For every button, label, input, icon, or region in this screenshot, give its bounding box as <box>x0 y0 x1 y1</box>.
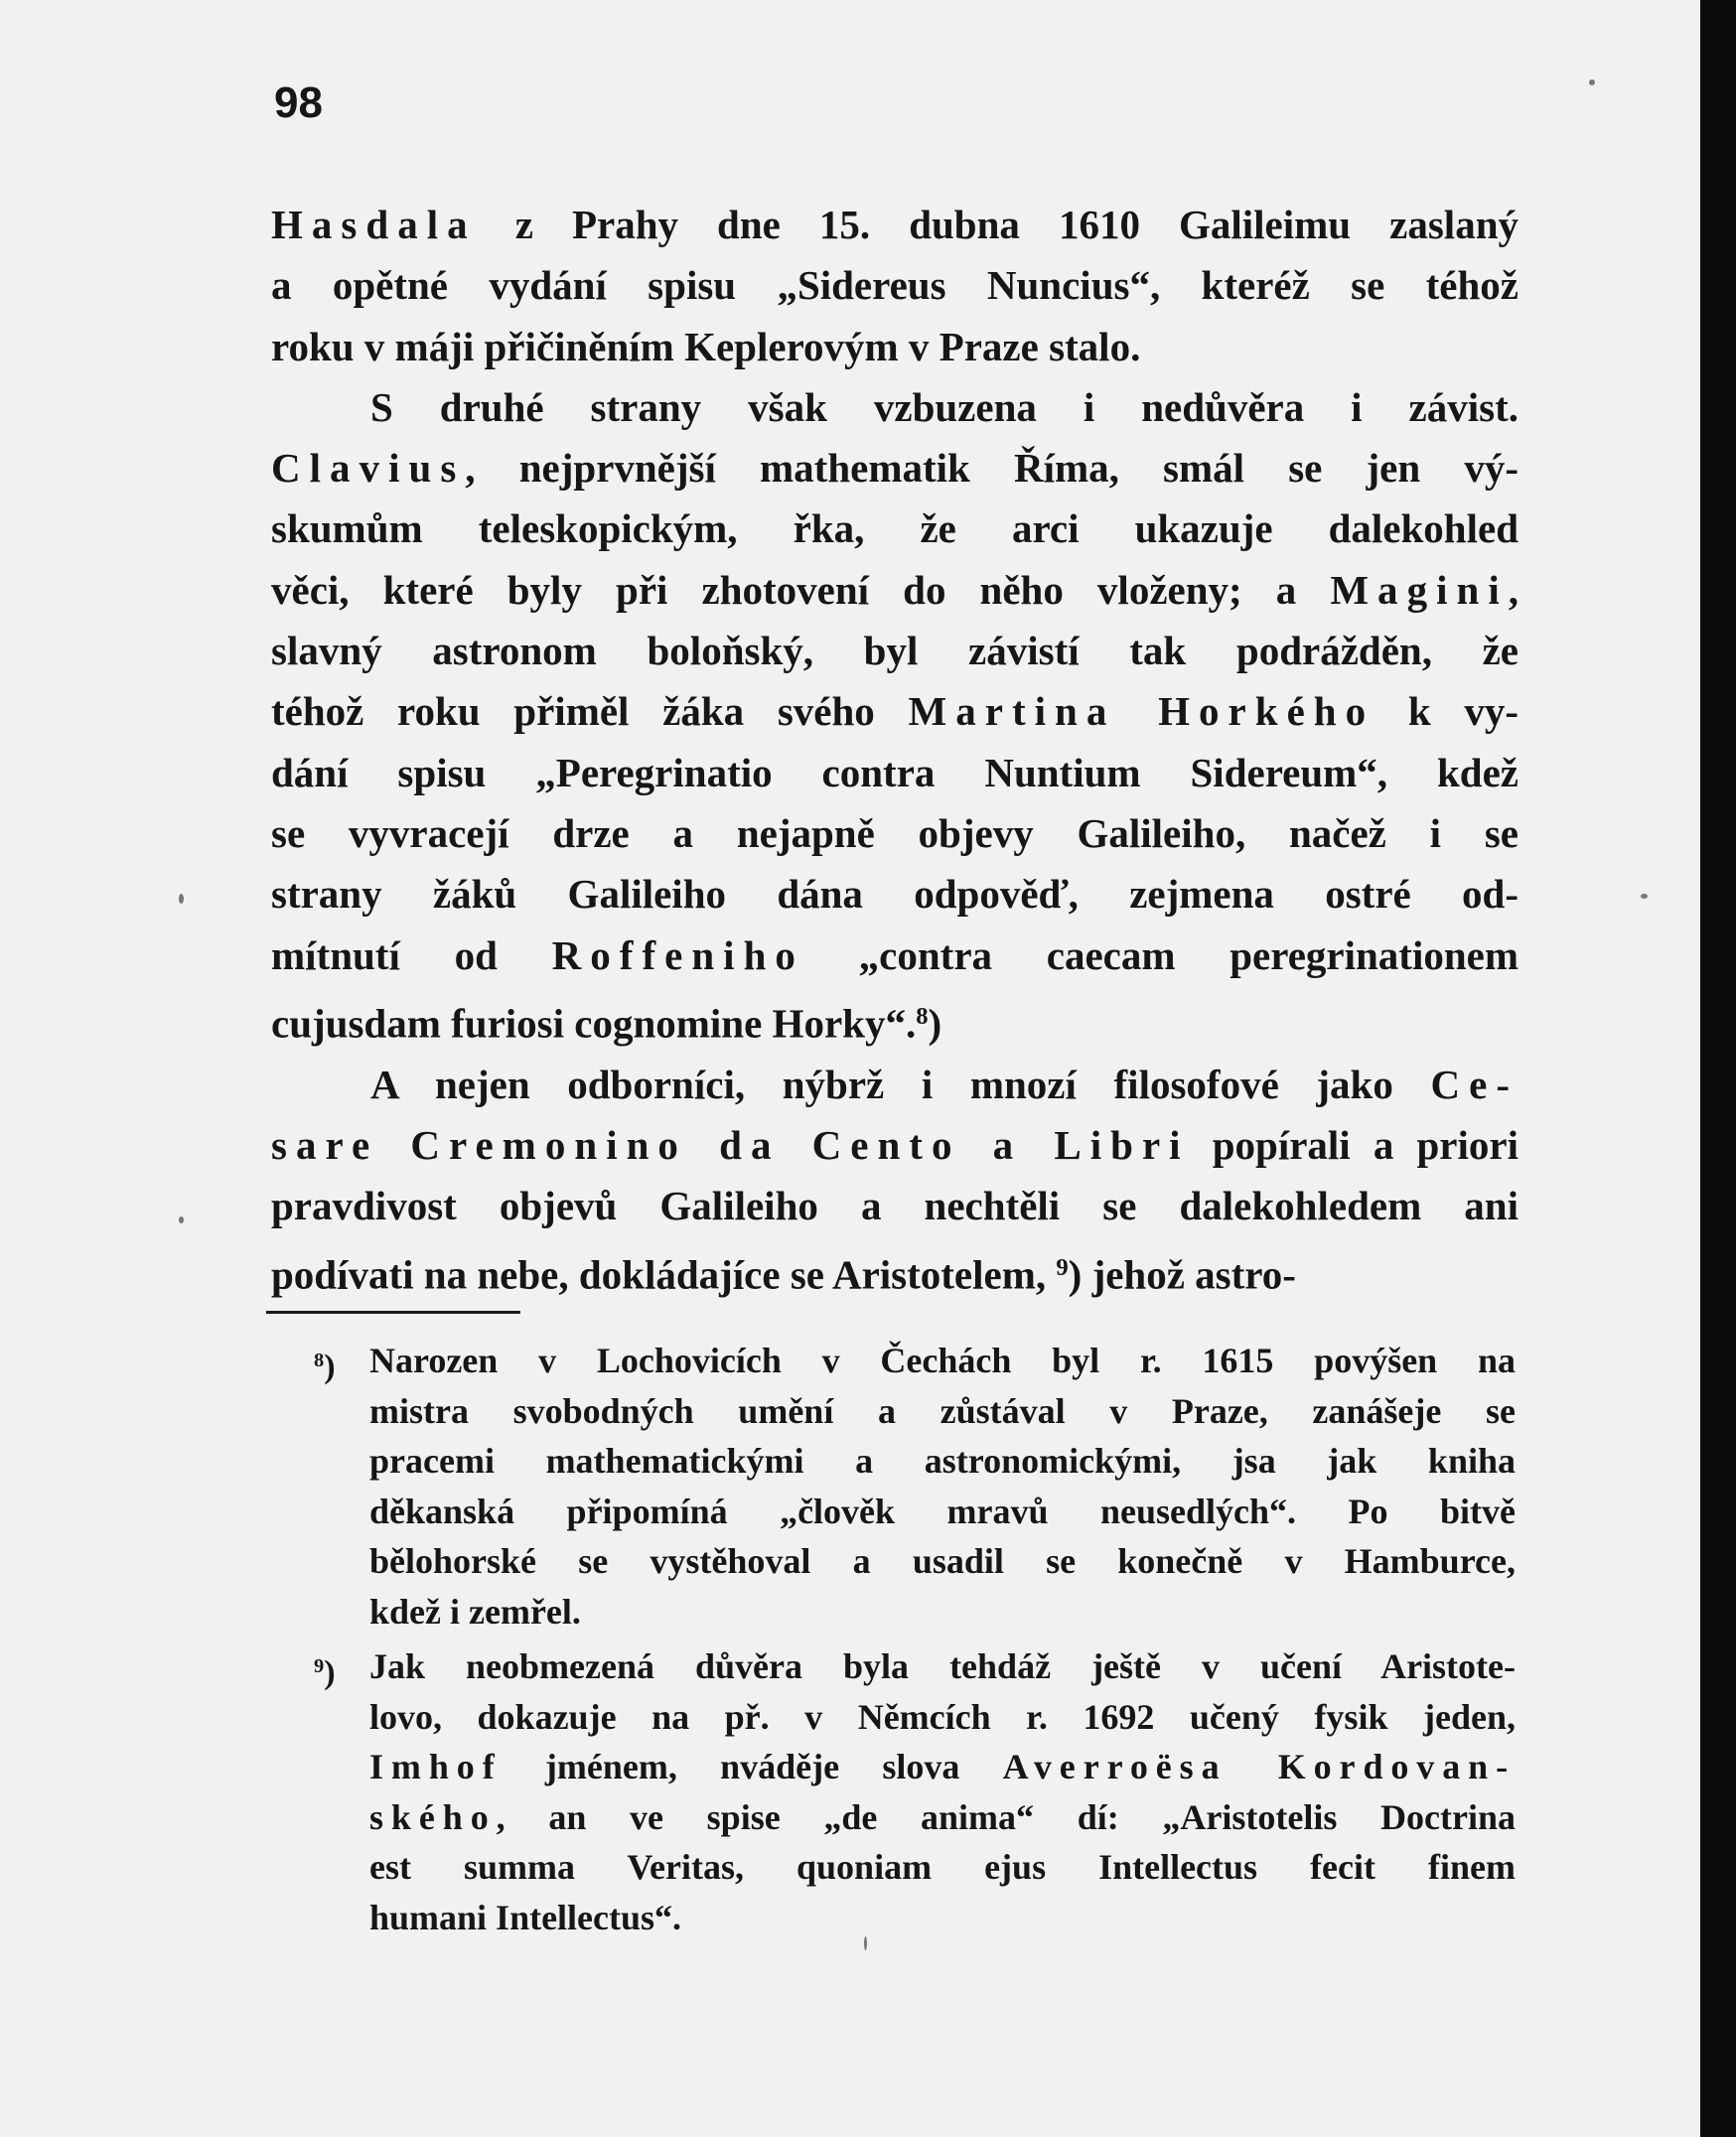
text-run: k vy- <box>1374 688 1519 735</box>
text-line <box>271 1237 1519 1306</box>
page-edge-shadow <box>1700 0 1736 2137</box>
text-run: roku v máji přičiněním Keplerovým v Praze stalo. <box>271 323 1141 369</box>
paragraph <box>271 377 1519 1055</box>
paragraph <box>271 195 1519 377</box>
paper-speck <box>1589 79 1595 85</box>
paper-speck <box>864 1936 867 1950</box>
text-run: , nejprvnější mathematik Říma, smál se jen vý- <box>465 445 1519 492</box>
footnote-number: 9 <box>314 1655 325 1677</box>
text-run: se vyvracejí drze a nejapně objevy Galileiho, načež i se <box>271 809 1519 856</box>
text-run: cujusdam furiosi cognomine Horky“. <box>271 1000 917 1047</box>
text-run: strany žáků Galileiho dána odpověď, zejmena ostré od- <box>271 871 1519 918</box>
text-run: bělohorské se vystěhoval a usadil se konečně v Hamburce, <box>369 1541 1516 1581</box>
main-text <box>271 195 1519 1305</box>
text-line <box>271 926 1519 986</box>
text-run: mítnutí od <box>271 931 552 978</box>
text-run: lovo, dokazuje na př. v Němcích r. 1692 učený fysik jeden, <box>369 1696 1516 1737</box>
footnote-reference: 9 <box>1056 1253 1069 1281</box>
text-run: A nejen odborníci, nýbrž i mnozí filosofové jako <box>370 1061 1431 1107</box>
footnote-marker: $^9$) <box>314 1654 336 1692</box>
spaced-name: Martina Horkého <box>908 688 1375 735</box>
text-run: ) jehož astro- <box>1068 1251 1296 1298</box>
text-line <box>271 255 1519 316</box>
text-line <box>271 803 1519 864</box>
text-run: skumům teleskopickým, řka, že arci ukazuje dalekohled <box>271 505 1519 552</box>
spaced-name: Roffeniho <box>551 931 804 978</box>
text-run: pracemi mathematickými a astronomickými, jsa jak kniha <box>369 1441 1516 1481</box>
footnote-number: 8 <box>314 1350 325 1371</box>
text-run: a opětné vydání spisu „Sidereus Nuncius“, kteréž se téhož <box>271 262 1519 309</box>
paper-speck <box>179 1216 184 1223</box>
footnote-line <box>369 1742 1516 1792</box>
text-line <box>271 438 1519 499</box>
footnote-line <box>369 1792 1516 1843</box>
text-run: , <box>1508 566 1519 613</box>
footnote-line <box>369 1536 1516 1587</box>
footnote <box>308 1641 1516 1942</box>
text-run: věci, které byly při zhotovení do něho vloženy; a <box>271 566 1331 613</box>
footnote-line <box>369 1386 1516 1437</box>
spaced-name: Magini <box>1330 566 1509 613</box>
text-run: z Prahy dne 15. dubna 1610 Galileimu zaslaný <box>476 202 1519 247</box>
text-run: , an ve spise „de anima“ dí: „Aristotelis Doctrina <box>496 1796 1516 1837</box>
footnote-line <box>369 1692 1516 1743</box>
spaced-name: Clavius <box>271 445 466 492</box>
text-run: ) <box>928 1000 942 1047</box>
text-line <box>271 743 1519 803</box>
spaced-name: Averroësa Kordovan- <box>1002 1747 1517 1786</box>
paper-speck <box>1641 894 1648 899</box>
text-line <box>271 1055 1519 1115</box>
text-line <box>271 377 1519 438</box>
text-line <box>271 560 1519 621</box>
footnote-line <box>369 1842 1516 1893</box>
text-line <box>271 864 1519 925</box>
text-run: S druhé strany však vzbuzena i nedůvěra i závist. <box>370 383 1519 430</box>
footnote-separator <box>266 1311 520 1314</box>
text-run: „contra caecam peregrinationem <box>803 931 1519 978</box>
footnote-reference: 8 <box>916 1002 929 1030</box>
text-line <box>271 1115 1519 1176</box>
text-run: popírali a priori <box>1189 1121 1519 1168</box>
spaced-name: Imhof <box>369 1747 503 1786</box>
spaced-name: sare Cremonino da Cento a Libri <box>271 1121 1190 1168</box>
spaced-name: Hasdala <box>271 202 477 247</box>
footnote-line <box>369 1641 1516 1692</box>
footnote-line <box>369 1587 1516 1638</box>
text-run: podívati na nebe, dokládajíce se Aristotelem, <box>271 1251 1057 1298</box>
paper-speck <box>179 894 184 904</box>
spaced-name: ského <box>369 1796 497 1837</box>
footnote-marker: $^8$) <box>314 1349 336 1386</box>
text-run: dání spisu „Peregrinatio contra Nuntium Sidereum“, kdež <box>271 749 1519 795</box>
footnote-line <box>369 1336 1516 1386</box>
paragraph <box>271 1055 1519 1306</box>
text-run: est summa Veritas, quoniam ejus Intellectus fecit finem <box>369 1847 1516 1887</box>
text-line <box>271 499 1519 559</box>
text-run: humani Intellectus“. <box>369 1897 682 1937</box>
text-run: mistra svobodných umění a zůstával v Praze, zanášeje se <box>369 1390 1516 1431</box>
text-line <box>271 317 1519 377</box>
text-line <box>271 621 1519 681</box>
text-run: téhož roku přiměl žáka svého <box>271 688 909 735</box>
text-run: Jak neobmezená důvěra byla tehdáž ještě v učení Aristote- <box>369 1646 1516 1686</box>
footnotes <box>308 1336 1516 1942</box>
text-line <box>271 986 1519 1055</box>
text-line <box>271 195 1519 255</box>
page-number: 98 <box>274 78 323 127</box>
footnote <box>308 1336 1516 1637</box>
text-line <box>271 1176 1519 1236</box>
text-line <box>271 681 1519 742</box>
footnote-line <box>369 1893 1516 1943</box>
text-run: slavný astronom boloňský, byl závistí tak podrážděn, že <box>271 628 1519 674</box>
text-run: jménem, nváděje slova <box>502 1747 1003 1786</box>
text-run: kdež i zemřel. <box>369 1591 581 1632</box>
text-run: Narozen v Lochovicích v Čechách byl r. 1615 povýšen na <box>369 1341 1516 1380</box>
text-run: pravdivost objevů Galileiho a nechtěli se dalekohledem ani <box>271 1183 1519 1229</box>
footnote-line <box>369 1436 1516 1487</box>
footnote-line <box>369 1487 1516 1537</box>
text-run: děkanská připomíná „člověk mravů neusedlých“. Po bitvě <box>369 1491 1516 1531</box>
spaced-name: Ce- <box>1430 1061 1519 1107</box>
